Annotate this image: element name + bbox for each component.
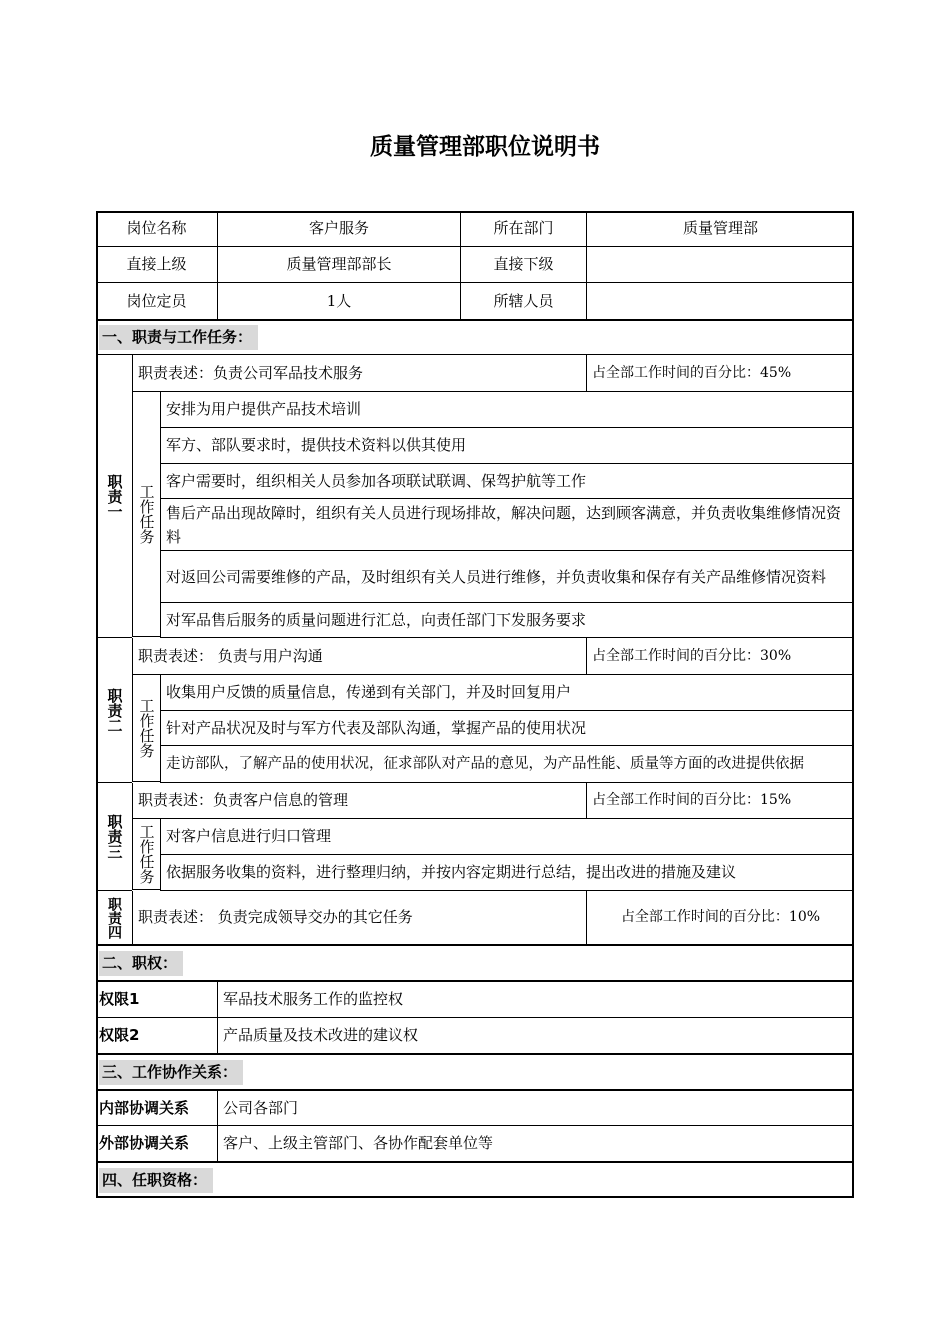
- section-relations-header: [96, 1055, 854, 1089]
- duty-4-desc: 职责表述： 负责完成领导交办的其它任务: [132, 891, 586, 944]
- task-text: 军方、部队要求时，提供技术资料以供其使用: [160, 428, 854, 463]
- duty-4-label: 职责四: [106, 896, 122, 939]
- value-headcount: 1人: [217, 283, 460, 319]
- duty-2-task-2: [160, 711, 854, 746]
- task-text: 走访部队，了解产品的使用状况，征求部队对产品的意见，为产品性能、质量等方面的改进提供依据: [160, 746, 854, 782]
- task-text: 依据服务收集的资料，进行整理归纳，并按内容定期进行总结，提出改进的措施及建议: [160, 855, 854, 890]
- label-direct-superior: 直接上级: [126, 255, 187, 273]
- section-authority-text: 二、职权：: [99, 951, 183, 976]
- duty-3-task-1: [160, 819, 854, 855]
- divider-line: [96, 980, 854, 982]
- divider-line: [96, 944, 854, 946]
- duty-3-desc: 职责表述：负责客户信息的管理: [132, 783, 586, 818]
- authority-row-2: [96, 1018, 854, 1053]
- section-duties-header: [96, 321, 854, 355]
- authority-2-label: 权限2: [99, 1026, 140, 1044]
- duty-2-task-3: [160, 746, 854, 783]
- value-position-name: 客户服务: [217, 211, 460, 246]
- relation-row-2: [96, 1126, 854, 1161]
- relation-external-label: 外部协调关系: [99, 1134, 190, 1152]
- label-position-name: 岗位名称: [126, 219, 187, 237]
- duty-1-task-2: [160, 428, 854, 464]
- duty-4-pct: 占全部工作时间的百分比：10%: [586, 891, 854, 944]
- duty-2-label: 职责二: [96, 638, 132, 783]
- task-text: 安排为用户提供产品技术培训: [160, 392, 854, 427]
- duty-4-desc-row: [132, 891, 854, 944]
- duty-2-task-1: [160, 675, 854, 711]
- relation-internal-label: 内部协调关系: [99, 1098, 190, 1117]
- task-text: 收集用户反馈的质量信息，传递到有关部门，并及时回复用户: [160, 675, 854, 710]
- duty-3-desc-row: [132, 783, 854, 819]
- duty-3-pct: 占全部工作时间的百分比：15%: [586, 783, 854, 818]
- label-headcount: 岗位定员: [126, 291, 187, 310]
- section-duties-text: 一、职责与工作任务：: [99, 325, 258, 350]
- relation-internal-text: 公司各部门: [217, 1091, 854, 1125]
- authority-row-1: [96, 982, 854, 1018]
- section-authority-header: [96, 946, 854, 980]
- section-relations-text: 三、工作协作关系：: [99, 1060, 243, 1085]
- divider-line: [96, 319, 854, 321]
- duty-1-task-3: [160, 464, 854, 499]
- section-qualifications-text: 四、任职资格：: [99, 1168, 213, 1193]
- duty-1-label: 职责一: [96, 355, 132, 638]
- task-text: 对客户信息进行归口管理: [160, 819, 854, 854]
- value-managed-staff: [586, 283, 854, 319]
- duty-1-task-1: [160, 392, 854, 428]
- section-duties-title: [96, 321, 854, 354]
- duty-3-label: 职责三: [96, 783, 132, 891]
- duty-2-pct: 占全部工作时间的百分比：30%: [586, 638, 854, 674]
- divider-line: [96, 1089, 854, 1091]
- duty-1-desc-row: [132, 355, 854, 392]
- duty-2-desc: 职责表述： 负责与用户沟通: [132, 638, 586, 674]
- divider-line: [96, 1053, 854, 1055]
- task-text: 对军品售后服务的质量问题进行汇总，向责任部门下发服务要求: [160, 603, 854, 637]
- authority-1-label: 权限1: [99, 990, 140, 1008]
- section-qualifications-header: [96, 1163, 854, 1198]
- duty-3-work-label: 工作任务: [132, 819, 160, 890]
- value-department: 质量管理部: [586, 211, 854, 246]
- duty-2-desc-row: [132, 638, 854, 675]
- value-direct-superior: 质量管理部部长: [217, 247, 460, 282]
- authority-1-text: 军品技术服务工作的监控权: [217, 982, 854, 1017]
- relation-row-1: [96, 1091, 854, 1126]
- task-text: 对返回公司需要维修的产品，及时组织有关人员进行维修，并负责收集和保存有关产品维修情况资料: [160, 551, 854, 602]
- section-authority-title: [96, 946, 854, 980]
- relation-external-text: 客户、上级主管部门、各协作配套单位等: [217, 1126, 854, 1161]
- basic-row-3: [96, 283, 854, 319]
- duty-2-work-label: 工作任务: [132, 675, 160, 782]
- value-direct-subordinate: [586, 247, 854, 282]
- duty-1-desc: 职责表述：负责公司军品技术服务: [132, 355, 586, 391]
- task-text: 客户需要时，组织相关人员参加各项联试联调、保驾护航等工作: [160, 464, 854, 498]
- divider-line: [96, 1161, 854, 1163]
- label-managed-staff: 所辖人员: [460, 283, 586, 319]
- duty-3-task-2: [160, 855, 854, 891]
- page-title: 质量管理部职位说明书: [370, 134, 600, 160]
- duty-1-work-label: 工作任务: [132, 392, 160, 637]
- duty-1-task-6: [160, 603, 854, 638]
- authority-2-text: 产品质量及技术改进的建议权: [217, 1018, 854, 1053]
- duty-1-task-5: [160, 551, 854, 603]
- basic-row-2: [96, 247, 854, 283]
- section-qualifications-title: [96, 1163, 854, 1198]
- label-direct-subordinate: 直接下级: [460, 247, 586, 282]
- section-relations-title: [96, 1055, 854, 1089]
- duty-1-task-4: [160, 499, 854, 551]
- task-text: 售后产品出现故障时，组织有关人员进行现场排故，解决问题，达到顾客满意，并负责收集维修情况资料: [160, 499, 854, 550]
- basic-row-1: [96, 211, 854, 247]
- task-text: 针对产品状况及时与军方代表及部队沟通，掌握产品的使用状况: [160, 711, 854, 745]
- label-department: 所在部门: [460, 211, 586, 246]
- duty-1-pct: 占全部工作时间的百分比：45%: [586, 355, 854, 391]
